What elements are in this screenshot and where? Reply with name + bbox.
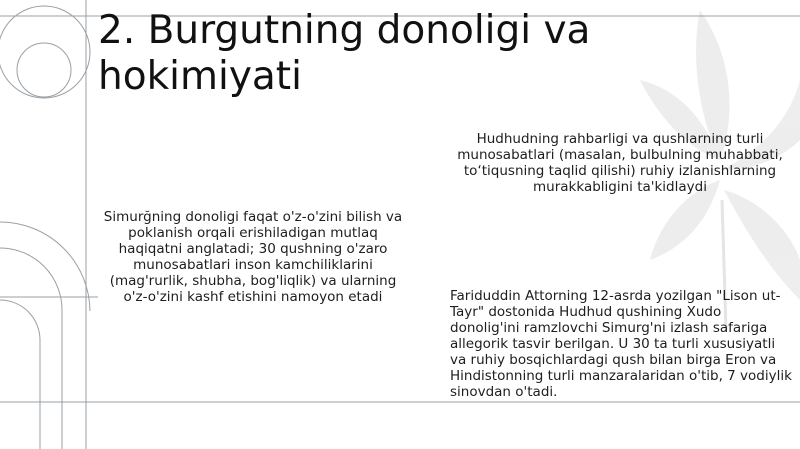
paragraph-hudhud-leadership: Hudhudning rahbarligi va qushlarning turli munosabatlari (masalan, bulbulning muhabbati, to‘tiqusning taqlid qilishi) ruhiy izlanishlarning murakkabligini ta'kidlaydi	[457, 131, 783, 195]
paragraph-attar-poem: Fariduddin Attorning 12-asrda yozilgan "Lison ut-Tayr" dostonida Hudhud qushining Xudo donolig'ini ramzlovchi Simurg'ni izlash safariga allegorik tasvir berilgan. U 30 ta turli xususiyatli va ruhiy bosqichlardagi qush bilan birga Eron va Hindistonning turli manzaralaridan o'tib, 7 vodiylik sinovdan o'tadi.	[450, 288, 792, 400]
slide-title: 2. Burgutning donoligi va hokimiyati	[98, 8, 591, 99]
paragraph-simurgh-wisdom: Simurğning donoligi faqat o'z-o'zini bilish va poklanish orqali erishiladigan mutlaq haqiqatni anglatadi; 30 qushning o'zaro munosabatlari inson kamchiliklarini (mag'rurlik, shubha, bog'liqlik) va ularning o'z-o'zini kashf etishini namoyon etadi	[103, 209, 403, 305]
